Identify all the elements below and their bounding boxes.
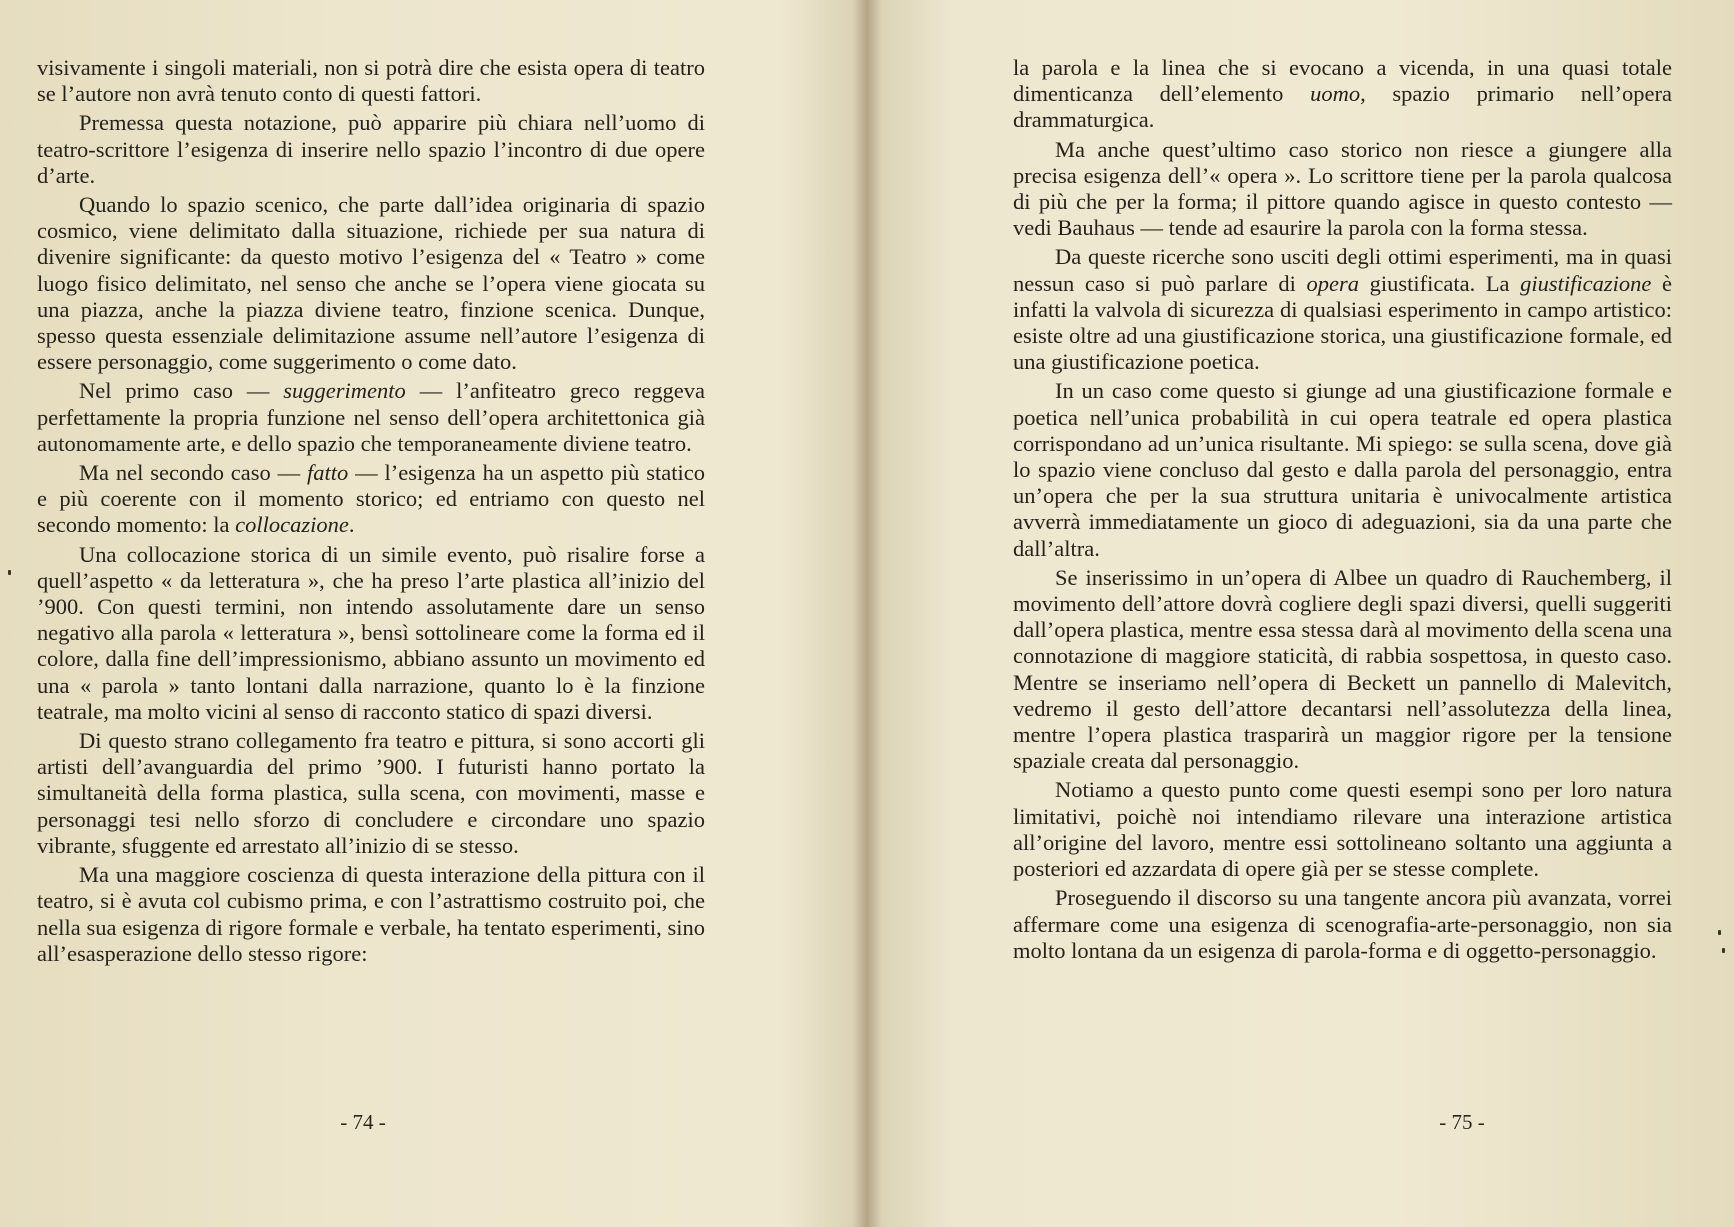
paragraph	[37, 110, 705, 189]
text-run: giustificata. La	[1359, 270, 1521, 296]
italic-text: fatto	[307, 460, 349, 486]
text-run: Quando lo spazio scenico, che parte dall’idea originaria di spazio cosmico, viene delimitato dalla situazione, richiede per sua natura di divenire significante: da questo motivo l’esigenza del « Teatro » come luogo fisico delimitato, nel senso che anche se l’opera viene giocata su una piazza, anche la piazza diviene teatro, finzione scenica. Dunque, spesso questa essenziale delimitazione assume nell’autore l’esigenza di essere personaggio, come suggerimento o come dato.	[37, 192, 705, 375]
text-run: Da queste ricerche sono usciti degli ottimi esperimenti, ma in quasi nessun caso si può parlare di	[1013, 244, 1672, 296]
paragraph	[37, 192, 705, 375]
text-run: — l’anfiteatro greco reggeva perfettamente la propria funzione nel senso dell’opera architettonica già autonomamente arte, e dello spazio che temporaneamente diviene teatro.	[37, 378, 705, 456]
text-run: è infatti la valvola di sicurezza di qualsiasi esperimento in campo artistico: esiste oltre ad una giustificazione storica, una giustificazione formale, ed una giustificazione poetica.	[1013, 270, 1672, 375]
text-run: Nel primo caso —	[79, 378, 284, 404]
margin-speck	[8, 570, 11, 575]
text-run: spazio primario nell’opera drammaturgica.	[1013, 81, 1673, 133]
text-run: Ma nel secondo caso —	[79, 460, 308, 486]
margin-speck	[1722, 948, 1725, 953]
italic-text: giustificazione	[1520, 270, 1652, 296]
paragraph	[1013, 244, 1672, 375]
left-page-number: - 74 -	[340, 1110, 386, 1134]
italic-text: opera	[1306, 270, 1360, 296]
paragraph	[37, 378, 705, 457]
text-run: .	[348, 512, 355, 538]
margin-speck	[1718, 930, 1721, 935]
left-page-text	[37, 55, 705, 967]
text-run: Premessa questa notazione, può apparire più chiara nell’uomo di teatro-scrittore l’esigenza di inserire nello spazio l’incontro di due opere d’arte.	[37, 110, 705, 188]
paragraph	[1013, 565, 1672, 775]
paragraph	[1013, 777, 1672, 882]
text-run: Una collocazione storica di un simile evento, può risalire forse a quell’aspetto « da letteratura », che ha preso l’arte plastica all’inizio del ’900. Con questi termini, non intendo assolutamente dare un senso negativo alla parola « letteratura », bensì sottolineare come la forma ed il colore, dalla fine dell’impressionismo, abbiano assunto un movimento ed una « parola » tanto lontani dalla narrazione, quanto lo è la finzione teatrale, ma molto vicini al senso di racconto statico di spazi diversi.	[37, 541, 705, 724]
paragraph	[1013, 55, 1672, 134]
right-page-text	[1013, 55, 1672, 964]
text-run: In un caso come questo si giunge ad una giustificazione formale e poetica nell’unica probabilità in cui opera teatrale ed opera plastica corrispondano ad un’unica risultante. Mi spiego: se sulla scena, dove già lo spazio viene concluso dal gesto e dalla parola del personaggio, entra un’opera che per la sua struttura unitaria è univocalmente artistica avverrà immediatamente un gioco di adeguazioni, sia da una parte che dall’altra.	[1013, 378, 1672, 561]
text-run: Se inserissimo in un’opera di Albee un quadro di Rauchemberg, il movimento dell’attore dovrà cogliere degli spazi diversi, quelli suggeriti dall’opera plastica, mentre essa stessa darà al movimento della scena una connotazione di maggiore staticità, di rabbia sospettosa, in questo caso. Mentre se inseriamo nell’opera di Beckett un pannello di Malevitch, vedremo il gesto dell’attore decantarsi nell’assolutezza della linea, mentre l’opera plastica trasparirà un maggior rigore per la tensione spaziale creata dal personaggio.	[1013, 564, 1672, 774]
text-run: visivamente i singoli materiali, non si potrà dire che esista opera di teatro se l’autore non avrà tenuto conto di questi fattori.	[37, 55, 705, 107]
paragraph	[37, 55, 705, 107]
paragraph	[1013, 378, 1672, 561]
italic-text: suggerimento	[283, 378, 406, 404]
italic-text: uomo,	[1310, 81, 1366, 107]
paragraph	[37, 542, 705, 725]
right-page-number: - 75 -	[1439, 1110, 1485, 1134]
text-run: la parola e la linea che si evocano a vicenda, in una quasi totale dimenticanza dell’elemento	[1013, 55, 1672, 107]
text-run: Proseguendo il discorso su una tangente ancora più avanzata, vorrei affermare come una esigenza di scenografia-arte-personaggio, non sia molto lontana da un esigenza di parola-forma e di oggetto-personaggio.	[1013, 885, 1672, 963]
paragraph	[37, 862, 705, 967]
italic-text: collocazione	[235, 512, 349, 538]
paragraph	[37, 728, 705, 859]
text-run: — l’esigenza ha un aspetto più statico e più coerente con il momento storico; ed entriamo con questo nel secondo momento: la	[37, 460, 705, 538]
text-run: Di questo strano collegamento fra teatro e pittura, si sono accorti gli artisti dell’avanguardia del primo ’900. I futuristi hanno portato la simultaneità della forma plastica, sulla scena, con movimenti, masse e personaggi tesi nello sforzo di concludere e circondare uno spazio vibrante, sfuggente ed arrestato all’inizio di se stesso.	[37, 728, 705, 858]
paragraph	[1013, 885, 1672, 964]
text-run: Ma anche quest’ultimo caso storico non riesce a giungere alla precisa esigenza dell’« opera ». Lo scrittore tiene per la parola qualcosa di più che per la forma; il pittore quando agisce in questo contesto — vedi Bauhaus — tende ad esaurire la parola con la forma stessa.	[1013, 136, 1672, 241]
paragraph	[37, 460, 705, 539]
right-page	[878, 0, 1734, 1227]
text-run: Ma una maggiore coscienza di questa interazione della pittura con il teatro, si è avuta col cubismo prima, e con l’astrattismo costruito poi, che nella sua esigenza di rigore formale e verbale, ha tentato esperimenti, sino all’esasperazione dello stesso rigore:	[37, 862, 705, 966]
left-page	[0, 0, 856, 1227]
text-run: Notiamo a questo punto come questi esempi sono per loro natura limitativi, poichè noi intendiamo rilevare una interazione artistica all’origine del lavoro, mentre essi sottolineano soltanto una aggiunta a posteriori ed azzardata di opere già per se stesse complete.	[1013, 777, 1672, 882]
paragraph	[1013, 137, 1672, 242]
